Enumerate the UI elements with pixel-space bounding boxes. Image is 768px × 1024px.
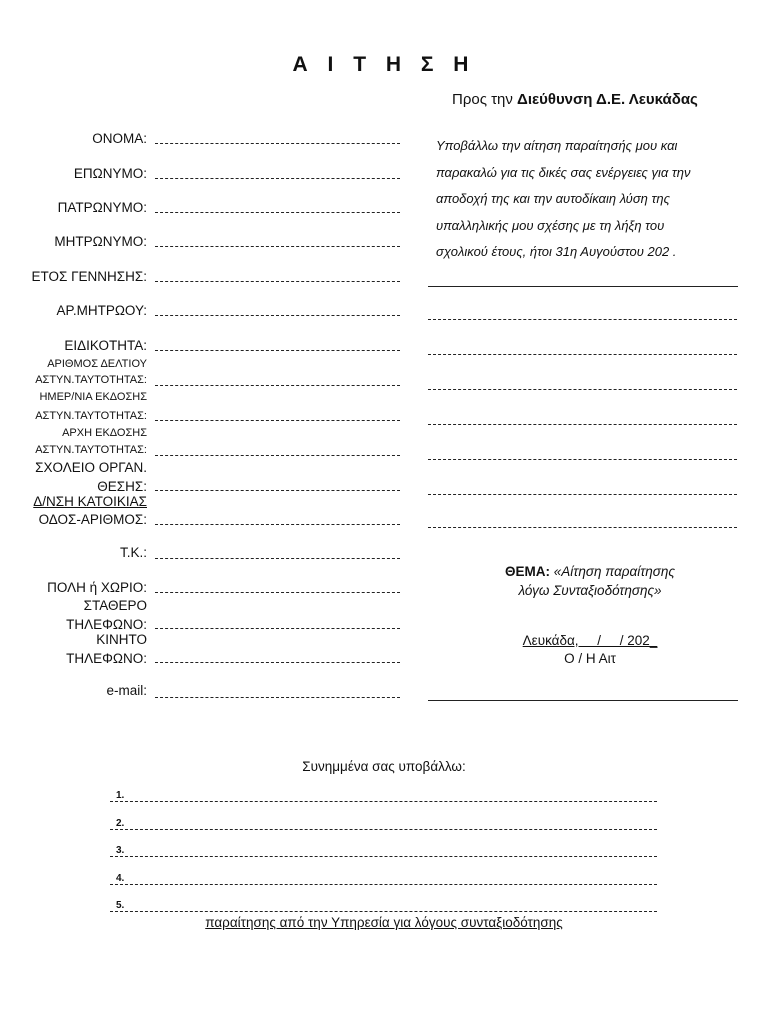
subject [430,562,750,600]
label-ar-mitroou: ΑΡ.ΜΗΤΡΩΟΥ: [56,303,147,318]
request-line: αποδοχή της και την αυτοδίκαιη λύση της [436,191,670,206]
label-etos: ΕΤΟΣ ΓΕΝΝΗΣΗΣ: [31,269,147,284]
label-eidikotita: ΕΙΔΙΚΟΤΗΤΑ: [64,338,147,353]
request-line: παρακαλώ για τις δικές σας ενέργειες για την [436,164,691,180]
right-blank-line[interactable] [428,319,737,320]
right-blank-line[interactable] [428,459,737,460]
subject-line-2 [430,581,750,600]
label-arxi-1: ΑΡΧΗ ΕΚΔΟΣΗΣ [62,427,147,439]
field-eidikotita[interactable] [155,350,400,351]
label-deltio-1: ΑΡΙΘΜΟΣ ΔΕΛΤΙΟΥ [47,358,147,370]
attachment-number: 2. [116,818,125,829]
footer-note: παραίτησης από την Υπηρεσία για λόγους συνταξιοδότησης [205,915,563,930]
recipient-prefix: Προς την [452,91,513,108]
field-stathero[interactable] [155,628,400,629]
field-odos[interactable] [155,524,400,525]
recipient [452,91,698,108]
label-imer-2: ΑΣΤΥΝ.ΤΑΥΤΟΤΗΤΑΣ: [35,410,147,422]
field-patronymo[interactable] [155,212,400,213]
request-line: σχολικού έτους, ήτοι 31η Αυγούστου 202 . [436,244,677,259]
field-ar-mitroou[interactable] [155,315,400,316]
label-deltio-2: ΑΣΤΥΝ.ΤΑΥΤΟΤΗΤΑΣ: [35,374,147,386]
field-eponymo[interactable] [155,178,400,179]
attachment-line[interactable] [110,801,657,802]
field-etos[interactable] [155,281,400,282]
place-date: Λευκάδα, / / 202_ [522,633,658,648]
field-sxoleio[interactable] [155,490,400,491]
label-sxoleio-2: ΘΕΣΗΣ: [97,479,147,494]
request-line: Υποβάλλω την αίτηση παραίτησής μου και [436,138,678,153]
recipient-name: Διεύθυνση Δ.Ε. Λευκάδας [517,91,698,108]
label-mitronymo: ΜΗΤΡΩΝΥΜΟ: [54,234,147,249]
attachment-line[interactable] [110,884,657,885]
attachment-line[interactable] [110,856,657,857]
field-mitronymo[interactable] [155,246,400,247]
field-kinito[interactable] [155,662,400,663]
label-katoikia: Δ/ΝΣΗ ΚΑΤΟΙΚΙΑΣ [33,494,147,509]
label-sxoleio-1: ΣΧΟΛΕΙΟ ΟΡΓΑΝ. [35,460,147,475]
request-line: υπαλληλικής μου σχέσης με τη λήξη του [436,217,665,233]
label-arxi-2: ΑΣΤΥΝ.ΤΑΥΤΟΤΗΤΑΣ: [35,444,147,456]
field-tk[interactable] [155,558,400,559]
field-email[interactable] [155,697,400,698]
field-deltio[interactable] [155,385,400,386]
label-patronymo: ΠΑΤΡΩΝΥΜΟ: [57,200,147,215]
label-odos: ΟΔΟΣ-ΑΡΙΘΜΟΣ: [38,512,147,527]
attachment-line[interactable] [110,829,657,830]
subject-line-1 [430,562,750,581]
attachment-line[interactable] [110,911,657,912]
right-blank-line[interactable] [428,494,737,495]
label-email: e-mail: [106,683,147,698]
attachment-number: 5. [116,900,125,911]
attachments-title: Συνημμένα σας υποβάλλω: [302,759,466,774]
field-imer[interactable] [155,420,400,421]
request-text [436,133,736,266]
subject-text-1: «Αίτηση παραίτησης [553,564,675,579]
right-blank-line[interactable] [428,527,737,528]
label-onoma: ΟΝΟΜΑ: [92,131,147,146]
label-kinito-1: ΚΙΝΗΤΟ [96,632,147,647]
signature-line[interactable] [428,700,738,701]
label-eponymo: ΕΠΩΝΥΜΟ: [73,166,147,181]
right-blank-line[interactable] [428,424,737,425]
label-kinito-2: ΤΗΛΕΦΩΝΟ: [66,651,147,666]
label-tk: Τ.Κ.: [119,545,147,560]
label-stathero-2: ΤΗΛΕΦΩΝΟ: [66,617,147,632]
right-solid-line [428,286,738,287]
attachment-number: 1. [116,790,125,801]
subject-text-2: λόγω Συνταξιοδότησης» [518,583,662,598]
signatory: Ο / Η Αιτ [564,651,616,666]
right-blank-line[interactable] [428,354,737,355]
label-poli: ΠΟΛΗ ή ΧΩΡΙΟ: [47,580,147,595]
label-stathero-1: ΣΤΑΘΕΡΟ [83,598,147,613]
label-imer-1: ΗΜΕΡ/ΝΙΑ ΕΚΔΟΣΗΣ [39,391,147,403]
attachment-number: 3. [116,845,125,856]
document-title: Α Ι Τ Η Σ Η [292,53,476,76]
field-onoma[interactable] [155,143,400,144]
field-poli[interactable] [155,592,400,593]
field-arxi[interactable] [155,455,400,456]
right-blank-line[interactable] [428,389,737,390]
subject-label: ΘΕΜΑ: [505,564,551,579]
attachment-number: 4. [116,873,125,884]
